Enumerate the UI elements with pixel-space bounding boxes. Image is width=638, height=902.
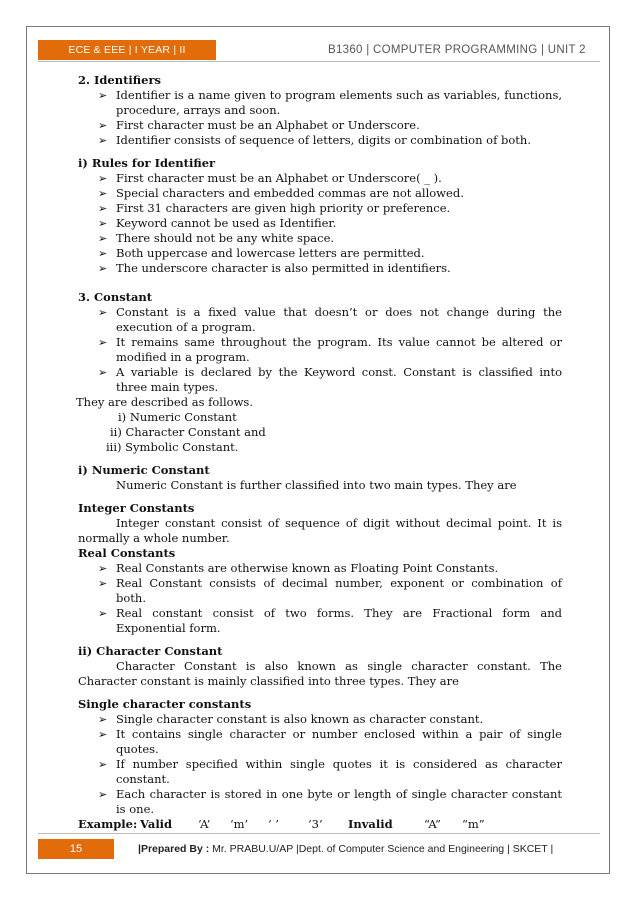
identifiers-heading: 2. Identifiers [78, 73, 161, 87]
list-item: ➢ It contains single character or number enclosed within a pair of single quotes. [78, 727, 562, 757]
list-item: ➢ There should not be any white space. [78, 231, 562, 246]
real-list [78, 561, 562, 636]
single-list [78, 712, 562, 817]
list-item: ➢ Identifier is a name given to program elements such as variables, functions, procedure, arrays and soon. [78, 88, 562, 118]
list-item: ➢ Real Constant consists of decimal number, exponent or combination of both. [78, 576, 562, 606]
valid-value: ‘3’ [308, 817, 323, 831]
list-item: ➢ Single character constant is also known as character constant. [78, 712, 562, 727]
character-text: Character Constant is also known as single character constant. The Character constant is mainly classified into three types. They are [78, 659, 562, 688]
real-heading: Real Constants [78, 546, 176, 560]
invalid-value: “A” [424, 817, 441, 831]
constant-type: ii) Character Constant and [110, 425, 266, 439]
rules-list [78, 171, 562, 276]
list-item: ➢ Constant is a fixed value that doesn’t or does not change during the execution of a program. [78, 305, 562, 335]
single-heading: Single character constants [78, 697, 252, 711]
rules-heading: i) Rules for Identifier [78, 156, 216, 170]
list-item: ➢ Both uppercase and lowercase letters are permitted. [78, 246, 562, 261]
page-content [78, 73, 562, 832]
list-item: ➢ First character must be an Alphabet or Underscore( _ ). [78, 171, 562, 186]
list-item: ➢ First character must be an Alphabet or Underscore. [78, 118, 562, 133]
list-item: ➢ The underscore character is also permitted in identifiers. [78, 261, 562, 276]
list-item: ➢ If number specified within single quotes it is considered as character constant. [78, 757, 562, 787]
list-item: ➢ Special characters and embedded commas are not allowed. [78, 186, 562, 201]
list-item: ➢ Real Constants are otherwise known as Floating Point Constants. [78, 561, 562, 576]
list-item: ➢ It remains same throughout the program. Its value cannot be altered or modified in a program. [78, 335, 562, 365]
page-number: 15 [38, 839, 114, 859]
prepared-details: Mr. PRABU.U/AP |Dept. of Computer Science and Engineering | SKCET | [209, 843, 554, 855]
constant-described: They are described as follows. [76, 395, 253, 409]
character-heading: ii) Character Constant [78, 644, 223, 658]
invalid-value: “m” [462, 817, 485, 831]
integer-text: Integer constant consist of sequence of digit without decimal point. It is normally a whole number. [78, 516, 562, 545]
identifiers-list [78, 88, 562, 148]
footer-divider [38, 833, 600, 834]
example-label: Example: [78, 817, 138, 831]
constant-type: iii) Symbolic Constant. [106, 440, 239, 454]
integer-heading: Integer Constants [78, 501, 195, 515]
header-course-tag: ECE & EEE | I YEAR | II SEMESTER [38, 40, 216, 60]
constant-type: i) Numeric Constant [118, 410, 237, 424]
constant-list [78, 305, 562, 395]
list-item: ➢ First 31 characters are given high priority or preference. [78, 201, 562, 216]
list-item: ➢ Identifier consists of sequence of letters, digits or combination of both. [78, 133, 562, 148]
invalid-label: Invalid [348, 817, 393, 831]
valid-label: Valid [140, 817, 173, 831]
numeric-heading: i) Numeric Constant [78, 463, 210, 477]
header-title: B1360 | COMPUTER PROGRAMMING | UNIT 2 [328, 44, 586, 56]
valid-value: ‘A’ [198, 817, 211, 831]
list-item: ➢ A variable is declared by the Keyword const. Constant is classified into three main types. [78, 365, 562, 395]
valid-value: ‘m’ [230, 817, 249, 831]
constant-heading: 3. Constant [78, 290, 153, 304]
header-divider [38, 61, 600, 62]
footer-credits [138, 839, 598, 859]
list-item: ➢ Real constant consist of two forms. They are Fractional form and Exponential form. [78, 606, 562, 636]
numeric-text: Numeric Constant is further classified into two main types. They are [116, 478, 517, 492]
list-item: ➢ Each character is stored in one byte or length of single character constant is one. [78, 787, 562, 817]
list-item: ➢ Keyword cannot be used as Identifier. [78, 216, 562, 231]
example-line [78, 817, 562, 832]
valid-value: ‘ ’ [268, 817, 279, 831]
prepared-label: |Prepared By : [138, 843, 210, 855]
